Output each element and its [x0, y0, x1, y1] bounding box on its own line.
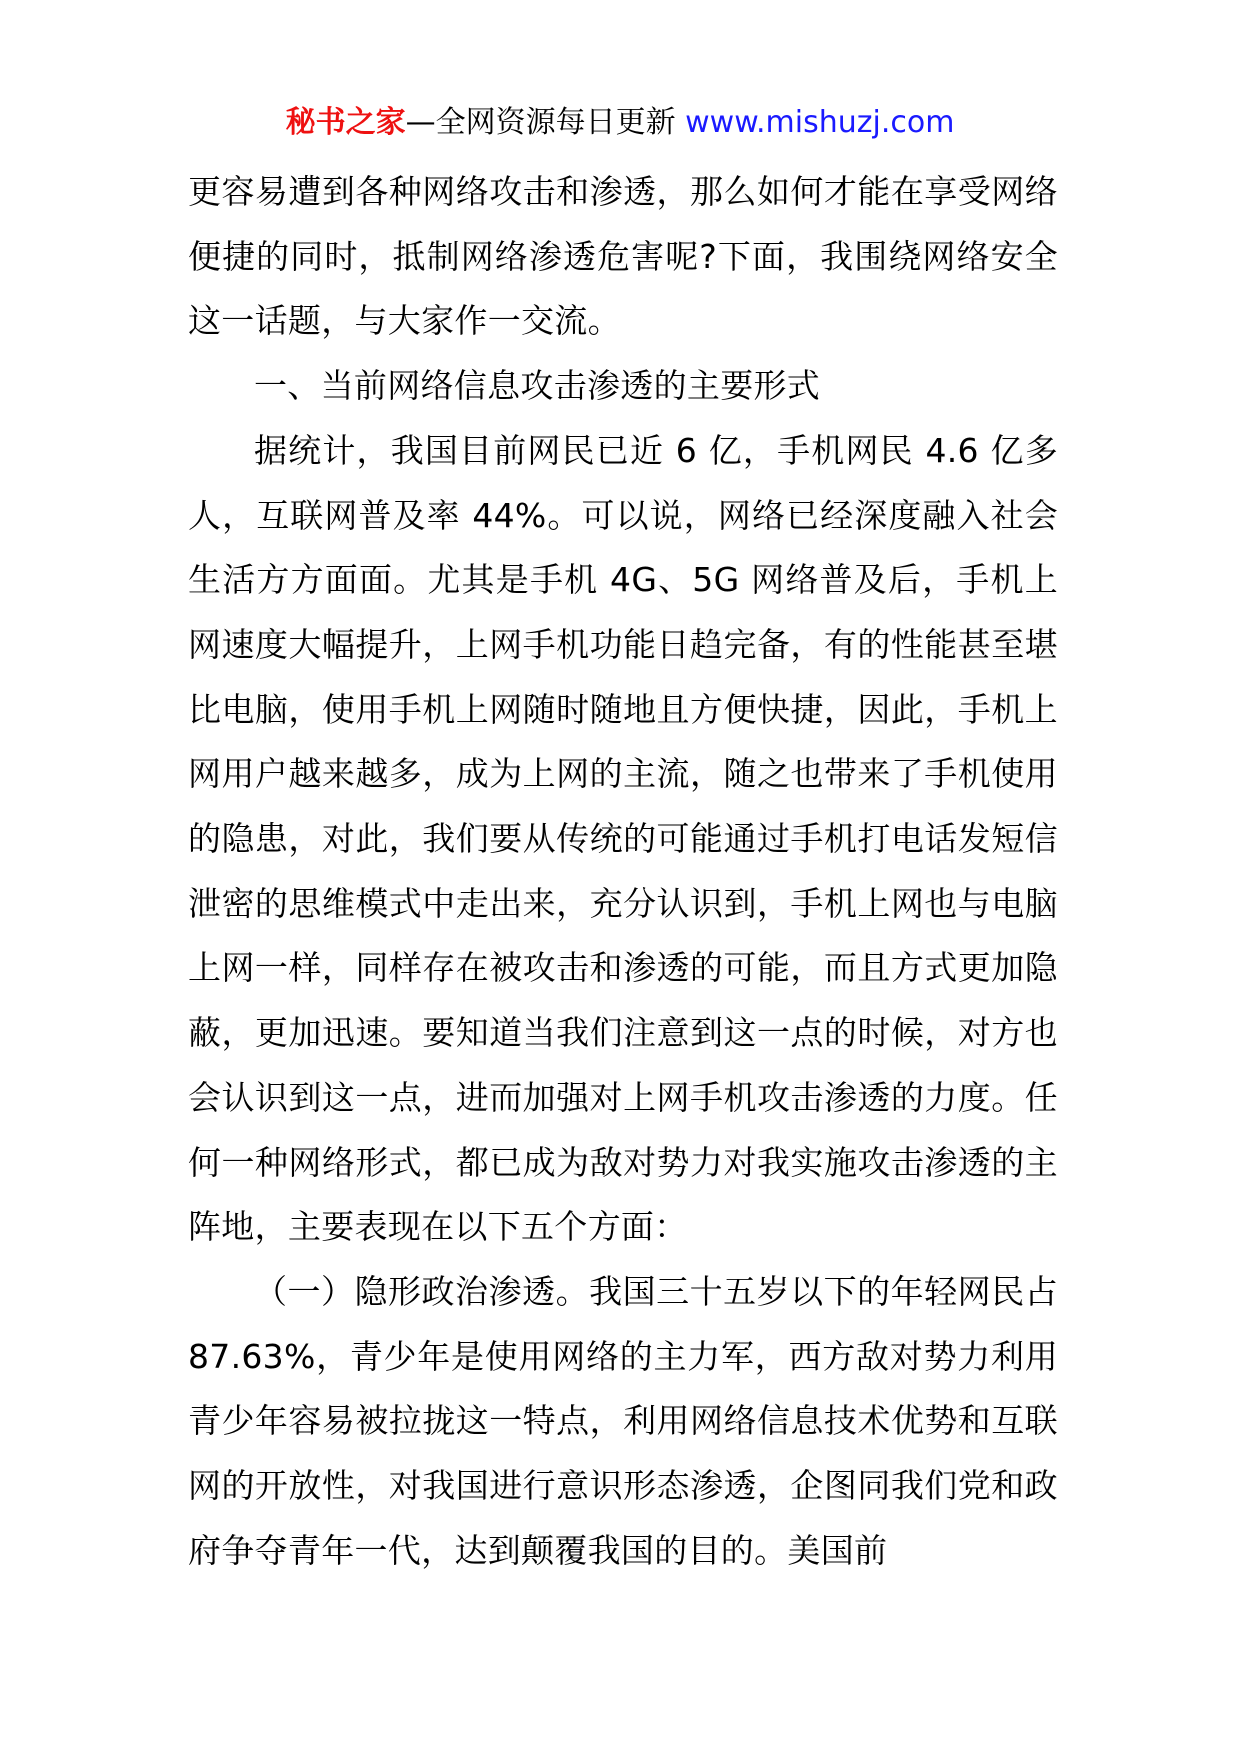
header-url-link[interactable]: www.mishuzj.com [685, 105, 955, 140]
header-slogan: —全网资源每日更新 [405, 105, 676, 140]
paragraph: 更容易遭到各种网络攻击和渗透，那么如何才能在享受网络便捷的同时，抵制网络渗透危害呢?下面，我围绕网络安全这一话题，与大家作一交流。 [188, 172, 1058, 341]
paragraph: 据统计，我国目前网民已近 6 亿，手机网民 4.6 亿多人，互联网普及率 44%。可以说，网络已经深度融入社会生活方方面面。尤其是手机 4G、5G 网络普及后，手机上网速度大幅提升，上网手机功能日趋完备，有的性能甚至堪比电脑，使用手机上网随时随地且方便快捷，因此，手机上网用户越来越多，成为上网的主流，随之也带来了手机使用的隐患，对此，我们要从传统的可能通过手机打电话发短信泄密的思维模式中走出来，充分认识到，手机上网也与电脑上网一样，同样存在被攻击和渗透的可能，而且方式更加隐蔽，更加迅速。要知道当我们注意到这一点的时候，对方也会认识到这一点，进而加强对上网手机攻击渗透的力度。任何一种网络形式，都已成为敌对势力对我实施攻击渗透的主阵地，主要表现在以下五个方面： [188, 430, 1058, 1247]
paragraph: （一）隐形政治渗透。我国三十五岁以下的年轻网民占 87.63%，青少年是使用网络的主力军，西方敌对势力利用青少年容易被拉拢这一特点，利用网络信息技术优势和互联网的开放性，对我国进行意识形态渗透，企图同我们党和政府争夺青年一代，达到颠覆我国的目的。美国前 [188, 1271, 1058, 1570]
brand-name: 秘书之家 [285, 105, 406, 140]
document-body [188, 160, 1058, 1583]
page-header [0, 100, 1240, 146]
section-heading: 一、当前网络信息攻击渗透的主要形式 [254, 366, 821, 406]
